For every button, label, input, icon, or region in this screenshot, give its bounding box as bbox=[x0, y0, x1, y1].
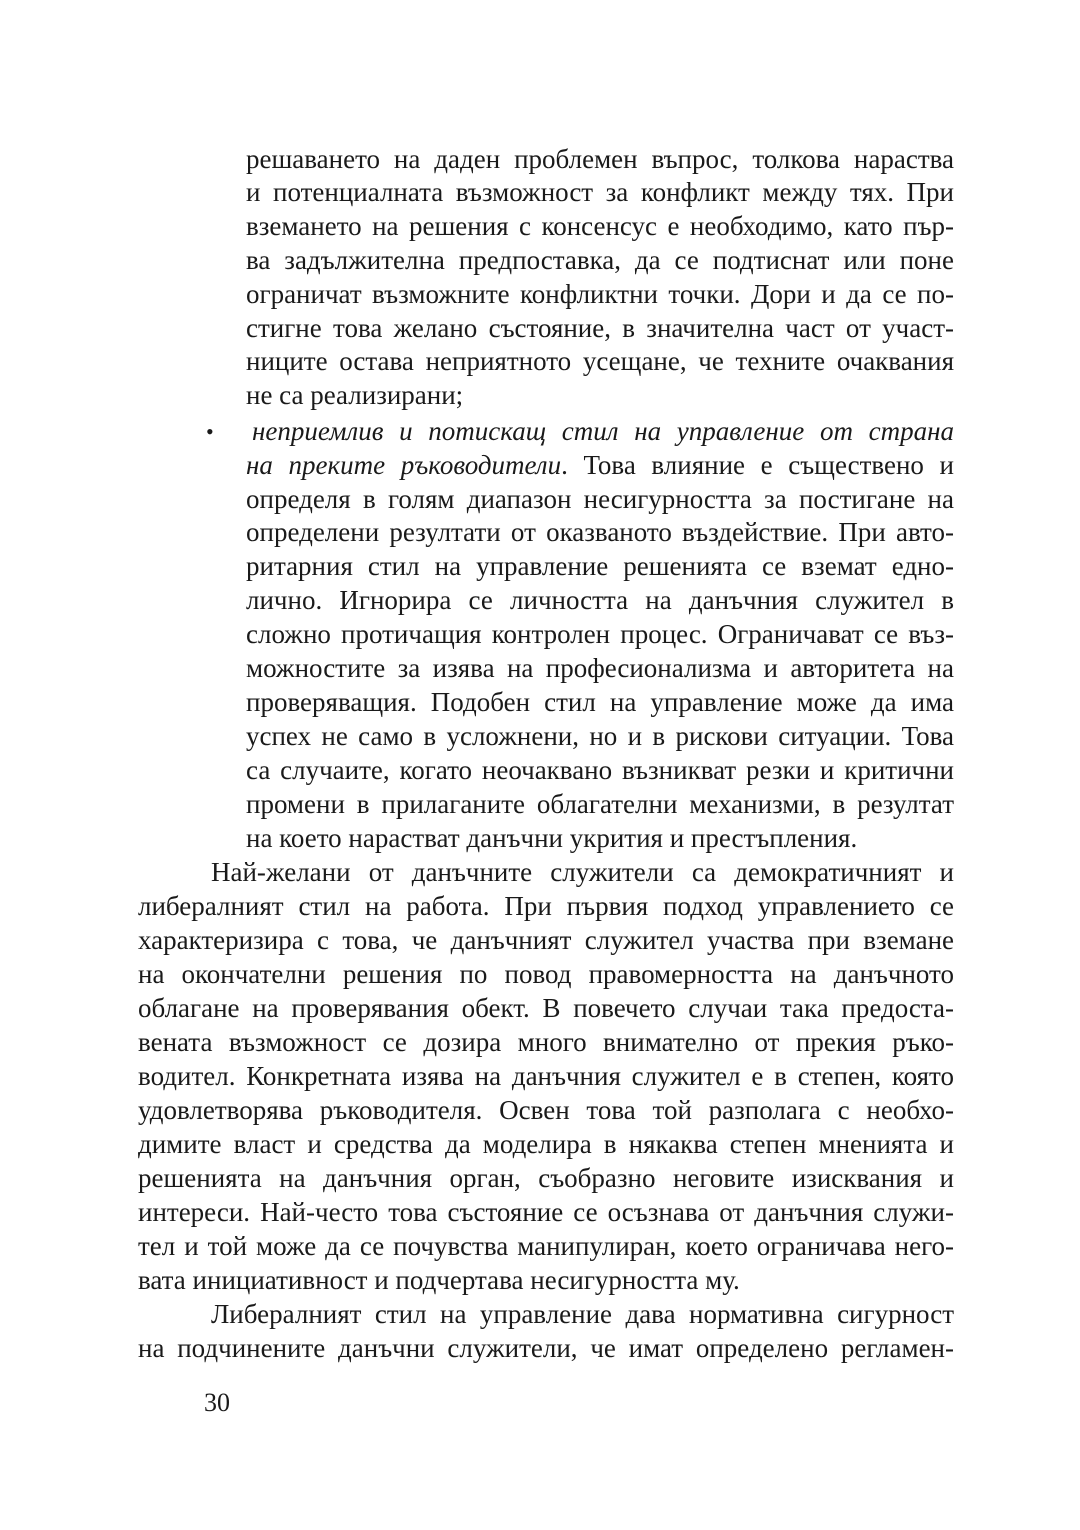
text-line: тел и той може да се почувства манипулиран, което ограничава него- bbox=[138, 1231, 954, 1261]
text-line: определени резултати от оказваното въздействие. При авто- bbox=[246, 517, 954, 547]
text-line: стигне това желано състояние, в значителна част от участ- bbox=[246, 313, 954, 343]
text-line: не са реализирани; bbox=[246, 380, 464, 410]
text-line: удовлетворява ръководителя. Освен това той разполага с необхо- bbox=[138, 1095, 954, 1125]
text-line: определя в голям диапазон несигурността за постигане на bbox=[246, 484, 954, 514]
text-line: промени в прилаганите облагателни механизми, в резултат bbox=[246, 789, 954, 819]
text-line: можностите за изява на професионализма и авторитета на bbox=[246, 653, 954, 683]
text-line: характеризира с това, че данъчният служител участва при вземане bbox=[138, 925, 954, 955]
bullet-marker: • bbox=[206, 419, 214, 444]
text-line: вата инициативност и подчертава несигурността му. bbox=[138, 1265, 740, 1295]
text-line-mixed bbox=[246, 449, 954, 482]
text-line: либералният стил на работа. При първия подход управлението се bbox=[138, 891, 954, 921]
text-line: решенията на данъчния орган, съобразно неговите изисквания и bbox=[138, 1163, 954, 1193]
text-line: на което нарастват данъчни укрития и престъпления. bbox=[246, 823, 858, 853]
text-line: вената възможност се дозира много внимателно от прекия ръко- bbox=[138, 1027, 954, 1057]
page-number: 30 bbox=[204, 1388, 230, 1417]
text-line: успех не само в усложнени, но и в рискови ситуации. Това bbox=[246, 721, 954, 751]
text-line: проверяващия. Подобен стил на управление може да има bbox=[246, 687, 954, 717]
text-line: на подчинените данъчни служители, че имат определено регламен- bbox=[138, 1333, 954, 1363]
text-line: интереси. Най-често това състояние се осъзнава от данъчния служи- bbox=[138, 1197, 954, 1227]
text-line: димите власт и средства да моделира в някаква степен мненията и bbox=[138, 1129, 954, 1159]
text-line: сложно протичащия контролен процес. Ограничават се въз- bbox=[246, 619, 954, 649]
text-line-italic: неприемлив и потискащ стил на управление от страна bbox=[252, 416, 954, 446]
text-line: на окончателни решения по повод правомерността на данъчното bbox=[138, 959, 954, 989]
italic-phrase: на преките ръководители bbox=[246, 450, 562, 480]
text-line: водител. Конкретната изява на данъчния служител е в степен, която bbox=[138, 1061, 954, 1091]
text-line: облагане на проверявания обект. В повечето случаи така предоста- bbox=[138, 993, 954, 1023]
text-span: . Това влияние е съществено и bbox=[561, 450, 955, 480]
text-line: решаването на даден проблемен въпрос, толкова нараства bbox=[246, 144, 954, 174]
text-line: и потенциалната възможност за конфликт между тях. При bbox=[246, 177, 954, 207]
text-line: Най-желани от данъчните служители са демократичният и bbox=[211, 857, 954, 887]
text-line: ва задължителна предпоставка, да се подтиснат или поне bbox=[246, 245, 954, 275]
text-line: ритарния стил на управление решенията се вземат едно- bbox=[246, 551, 954, 581]
text-line: вземането на решения с консенсус е необходимо, като пър- bbox=[246, 211, 954, 241]
text-line: ограничат възможните конфликтни точки. Дори и да се по- bbox=[246, 279, 954, 309]
text-line: лично. Игнорира се личността на данъчния служител в bbox=[246, 585, 954, 615]
text-line: ниците остава неприятното усещане, че техните очаквания bbox=[246, 346, 954, 376]
text-line: Либералният стил на управление дава нормативна сигурност bbox=[211, 1299, 954, 1329]
text-line: са случаите, когато неочаквано възникват резки и критични bbox=[246, 755, 954, 785]
